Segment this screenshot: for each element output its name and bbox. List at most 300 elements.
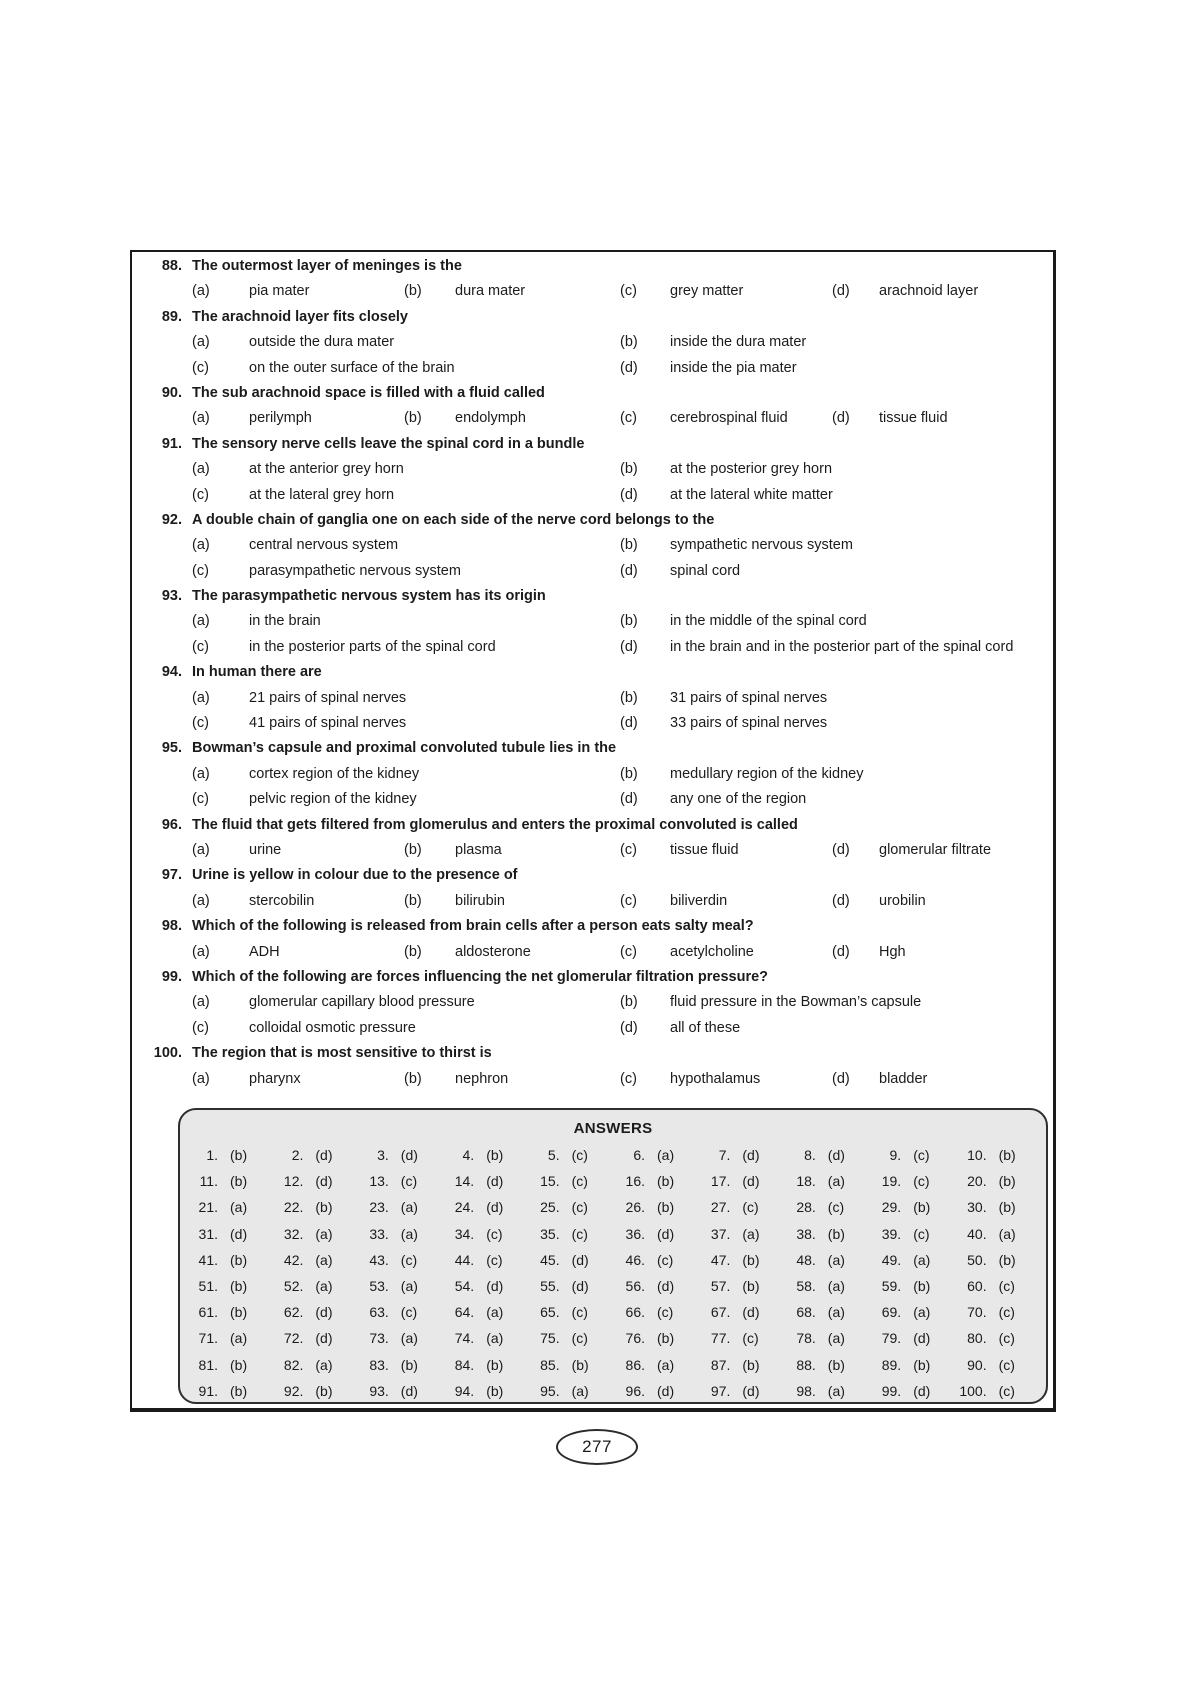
option-letter: (d) — [832, 410, 850, 427]
answer-option: (b) — [571, 1356, 589, 1373]
answer-question-number: 63. — [369, 1304, 389, 1321]
answer-cell — [953, 1299, 1038, 1325]
answer-question-number: 86. — [625, 1356, 645, 1373]
answer-option: (c) — [400, 1304, 418, 1321]
answer-question-number: 40. — [967, 1225, 987, 1242]
question-text: In human there are — [192, 664, 322, 681]
answer-question-number: 18. — [796, 1173, 816, 1190]
answers-row — [180, 1325, 1046, 1351]
answer-option: (b) — [913, 1356, 931, 1373]
answer-option: (a) — [827, 1173, 845, 1190]
answer-cell — [611, 1221, 696, 1247]
answer-option: (d) — [315, 1304, 333, 1321]
question-number: 94. — [161, 664, 182, 681]
answer-option: (c) — [486, 1225, 503, 1242]
answer-cell — [184, 1378, 269, 1404]
answer-cell — [782, 1325, 867, 1351]
option-text: fluid pressure in the Bowman’s capsule — [670, 994, 922, 1011]
answer-question-number: 30. — [967, 1199, 987, 1216]
answer-cell — [953, 1142, 1038, 1168]
answer-question-number: 21. — [198, 1199, 218, 1216]
question-text: The outermost layer of meninges is the — [192, 258, 462, 274]
answer-option: (c) — [571, 1147, 588, 1163]
answer-cell — [440, 1352, 525, 1378]
answer-question-number: 78. — [796, 1330, 816, 1347]
option-letter: (a) — [192, 334, 210, 351]
answer-option: (a) — [827, 1382, 845, 1399]
answer-option: (a) — [657, 1356, 675, 1373]
answer-option: (d) — [827, 1147, 845, 1163]
answer-cell — [696, 1299, 781, 1325]
answer-question-number: 22. — [283, 1199, 304, 1216]
answer-cell — [526, 1221, 611, 1247]
answer-question-number: 93. — [369, 1382, 389, 1399]
answer-cell — [953, 1273, 1038, 1299]
question-options-row — [132, 940, 1053, 965]
answer-option: (a) — [827, 1277, 845, 1294]
answer-option: (a) — [400, 1199, 418, 1216]
answer-cell — [867, 1247, 952, 1273]
answer-question-number: 12. — [283, 1173, 304, 1190]
option-text: tissue fluid — [879, 410, 948, 427]
answer-cell — [696, 1142, 781, 1168]
answer-option: (c) — [400, 1251, 418, 1268]
question-heading-row — [132, 660, 1053, 685]
option-text: hypothalamus — [670, 1070, 761, 1087]
answer-option: (b) — [315, 1199, 333, 1216]
answer-option: (d) — [315, 1173, 333, 1190]
option-text: dura mater — [455, 283, 526, 300]
question-text: Which of the following is released from brain cells after a person eats salty meal? — [192, 918, 754, 935]
answer-option: (d) — [315, 1147, 333, 1163]
answer-cell — [526, 1299, 611, 1325]
answer-question-number: 68. — [796, 1304, 816, 1321]
answer-cell — [526, 1247, 611, 1273]
option-text: in the middle of the spinal cord — [670, 613, 867, 630]
question-heading-row — [132, 813, 1053, 838]
answer-cell — [355, 1378, 440, 1404]
question-options-row — [132, 838, 1053, 863]
answer-question-number: 88. — [796, 1356, 816, 1373]
answer-question-number: 32. — [283, 1225, 304, 1242]
answer-question-number: 1. — [206, 1147, 218, 1163]
answer-question-number: 58. — [796, 1277, 816, 1294]
answers-row — [180, 1273, 1046, 1299]
answer-question-number: 26. — [625, 1199, 645, 1216]
answers-row — [180, 1378, 1046, 1404]
answer-question-number: 27. — [710, 1199, 731, 1216]
answer-option: (b) — [913, 1199, 931, 1216]
answer-question-number: 51. — [198, 1277, 218, 1294]
answer-cell — [440, 1299, 525, 1325]
question-text: The fluid that gets filtered from glomerulus and enters the proximal convoluted is called — [192, 816, 798, 833]
option-letter: (b) — [620, 461, 638, 478]
option-letter: (c) — [192, 791, 209, 808]
answer-question-number: 71. — [198, 1330, 218, 1347]
option-letter: (d) — [832, 1070, 850, 1087]
option-text: pia mater — [249, 283, 310, 300]
question-number: 92. — [161, 511, 182, 528]
answer-cell — [611, 1273, 696, 1299]
answer-option: (d) — [742, 1382, 760, 1399]
question-number: 98. — [161, 918, 182, 935]
option-text: glomerular filtrate — [879, 841, 992, 858]
option-letter: (a) — [192, 1070, 210, 1087]
option-text: acetylcholine — [670, 943, 754, 960]
answer-cell — [184, 1247, 269, 1273]
answer-question-number: 97. — [710, 1382, 731, 1399]
option-letter: (c) — [620, 892, 637, 909]
answer-cell — [184, 1325, 269, 1351]
question-options-row — [132, 406, 1053, 431]
answer-cell — [440, 1378, 525, 1404]
answer-question-number: 23. — [369, 1199, 389, 1216]
answer-option: (b) — [230, 1277, 248, 1294]
answer-option: (a) — [400, 1330, 418, 1347]
option-letter: (a) — [192, 410, 210, 427]
question-options-row — [132, 762, 1053, 787]
answer-option: (b) — [230, 1382, 248, 1399]
question-options-row — [132, 356, 1053, 381]
answer-cell — [440, 1142, 525, 1168]
answer-question-number: 75. — [540, 1330, 560, 1347]
answer-question-number: 15. — [540, 1173, 560, 1190]
answer-question-number: 59. — [881, 1277, 902, 1294]
answer-option: (c) — [657, 1251, 674, 1268]
answer-question-number: 56. — [625, 1277, 645, 1294]
answer-cell — [782, 1221, 867, 1247]
answer-cell — [269, 1273, 354, 1299]
answer-cell — [269, 1221, 354, 1247]
answer-option: (d) — [742, 1173, 760, 1190]
option-letter: (c) — [620, 283, 637, 300]
option-letter: (b) — [620, 334, 638, 351]
answer-cell — [269, 1299, 354, 1325]
answers-row — [180, 1299, 1046, 1325]
answer-question-number: 91. — [198, 1382, 218, 1399]
answer-question-number: 31. — [198, 1225, 218, 1242]
answer-option: (c) — [998, 1356, 1015, 1373]
answer-question-number: 99. — [881, 1382, 902, 1399]
answer-option: (b) — [230, 1251, 248, 1268]
answer-option: (b) — [998, 1251, 1016, 1268]
answer-question-number: 25. — [540, 1199, 560, 1216]
question-text: The parasympathetic nervous system has its origin — [192, 588, 546, 605]
option-letter: (c) — [192, 715, 209, 732]
answer-question-number: 9. — [889, 1147, 902, 1163]
answer-cell — [526, 1352, 611, 1378]
answer-cell — [355, 1273, 440, 1299]
option-letter: (d) — [620, 562, 638, 579]
answer-option: (a) — [913, 1251, 931, 1268]
option-letter: (c) — [192, 562, 209, 579]
answer-cell — [611, 1168, 696, 1194]
answer-option: (c) — [913, 1173, 930, 1190]
question-heading-row — [132, 863, 1053, 888]
answer-question-number: 10. — [967, 1147, 987, 1163]
option-text: bladder — [879, 1070, 928, 1087]
option-letter: (b) — [620, 537, 638, 554]
answer-question-number: 83. — [369, 1356, 389, 1373]
answer-option: (c) — [998, 1277, 1015, 1294]
question-options-row — [132, 711, 1053, 736]
answer-option: (a) — [998, 1225, 1016, 1242]
option-letter: (d) — [620, 715, 638, 732]
question-number: 90. — [161, 384, 182, 401]
answer-cell — [953, 1194, 1038, 1220]
answer-cell — [953, 1378, 1038, 1404]
answer-question-number: 100. — [959, 1382, 987, 1399]
option-text: at the anterior grey horn — [249, 461, 404, 478]
answer-cell — [526, 1168, 611, 1194]
answer-option: (b) — [230, 1173, 248, 1190]
answer-option: (a) — [827, 1330, 845, 1347]
answer-cell — [696, 1247, 781, 1273]
answer-cell — [355, 1168, 440, 1194]
option-letter: (a) — [192, 892, 210, 909]
option-text: pelvic region of the kidney — [249, 791, 417, 808]
option-letter: (a) — [192, 841, 210, 858]
answer-option: (d) — [657, 1225, 675, 1242]
option-text: Hgh — [879, 943, 906, 960]
answer-question-number: 89. — [881, 1356, 902, 1373]
answer-option: (b) — [742, 1356, 760, 1373]
answer-question-number: 34. — [454, 1225, 475, 1242]
option-text: grey matter — [670, 283, 744, 300]
answer-question-number: 50. — [967, 1251, 987, 1268]
option-letter: (d) — [832, 943, 850, 960]
answer-option: (a) — [486, 1330, 504, 1347]
answer-option: (a) — [400, 1225, 418, 1242]
answer-question-number: 79. — [881, 1330, 902, 1347]
answer-option: (c) — [998, 1304, 1015, 1321]
question-number: 97. — [161, 867, 182, 884]
question-text: The region that is most sensitive to thirst is — [192, 1045, 492, 1062]
option-letter: (b) — [620, 613, 638, 630]
answer-option: (a) — [230, 1199, 248, 1216]
answer-option: (a) — [230, 1330, 248, 1347]
answer-question-number: 29. — [881, 1199, 902, 1216]
question-text: The sensory nerve cells leave the spinal cord in a bundle — [192, 435, 585, 452]
question-number: 88. — [161, 258, 182, 274]
answer-question-number: 7. — [718, 1147, 731, 1163]
answer-option: (b) — [998, 1147, 1016, 1163]
option-text: 41 pairs of spinal nerves — [249, 715, 407, 732]
answer-option: (b) — [998, 1173, 1016, 1190]
answer-option: (c) — [571, 1199, 588, 1216]
answer-question-number: 84. — [454, 1356, 475, 1373]
answer-cell — [184, 1168, 269, 1194]
answer-cell — [953, 1352, 1038, 1378]
answer-cell — [355, 1352, 440, 1378]
answer-option: (a) — [827, 1251, 845, 1268]
answer-cell — [440, 1168, 525, 1194]
answer-cell — [696, 1221, 781, 1247]
option-text: stercobilin — [249, 892, 315, 909]
option-letter: (c) — [620, 943, 637, 960]
answer-option: (b) — [827, 1225, 845, 1242]
answer-option: (b) — [400, 1356, 418, 1373]
answer-cell — [355, 1299, 440, 1325]
answer-cell — [782, 1194, 867, 1220]
question-heading-row — [132, 965, 1053, 990]
answer-cell — [867, 1273, 952, 1299]
answer-question-number: 57. — [710, 1277, 731, 1294]
option-letter: (d) — [620, 791, 638, 808]
answer-question-number: 48. — [796, 1251, 816, 1268]
answer-cell — [611, 1142, 696, 1168]
answer-option: (c) — [657, 1304, 674, 1321]
option-text: inside the pia mater — [670, 359, 797, 376]
option-letter: (b) — [404, 892, 422, 909]
answer-cell — [355, 1142, 440, 1168]
answer-question-number: 76. — [625, 1330, 645, 1347]
option-letter: (b) — [404, 1070, 422, 1087]
option-letter: (a) — [192, 994, 210, 1011]
answer-option: (a) — [315, 1251, 333, 1268]
option-letter: (d) — [832, 283, 850, 300]
question-options-row — [132, 635, 1053, 660]
question-options-row — [132, 330, 1053, 355]
answer-question-number: 95. — [540, 1382, 560, 1399]
question-heading-row — [132, 254, 1053, 279]
answer-cell — [867, 1194, 952, 1220]
answer-question-number: 64. — [454, 1304, 475, 1321]
answer-option: (a) — [742, 1225, 760, 1242]
answer-question-number: 47. — [710, 1251, 731, 1268]
answer-cell — [269, 1352, 354, 1378]
answer-option: (a) — [571, 1382, 589, 1399]
answer-cell — [611, 1325, 696, 1351]
answer-cell — [782, 1378, 867, 1404]
answer-question-number: 69. — [881, 1304, 902, 1321]
answer-question-number: 19. — [881, 1173, 902, 1190]
option-text: at the lateral grey horn — [249, 486, 395, 503]
answer-question-number: 44. — [454, 1251, 475, 1268]
answer-option: (d) — [230, 1225, 248, 1242]
option-letter: (d) — [832, 841, 850, 858]
option-text: cerebrospinal fluid — [670, 410, 788, 427]
option-letter: (c) — [192, 638, 209, 655]
answer-cell — [782, 1273, 867, 1299]
answer-cell — [526, 1194, 611, 1220]
answer-option: (b) — [742, 1251, 760, 1268]
answer-option: (d) — [571, 1277, 589, 1294]
answers-panel — [178, 1108, 1048, 1404]
answer-cell — [953, 1325, 1038, 1351]
answer-question-number: 81. — [198, 1356, 218, 1373]
answer-option: (d) — [315, 1330, 333, 1347]
question-text: A double chain of ganglia one on each side of the nerve cord belongs to the — [192, 511, 715, 528]
answer-cell — [696, 1273, 781, 1299]
question-options-row — [132, 483, 1053, 508]
question-heading-row — [132, 305, 1053, 330]
answer-question-number: 20. — [967, 1173, 987, 1190]
answer-cell — [269, 1142, 354, 1168]
answer-question-number: 65. — [540, 1304, 560, 1321]
option-letter: (a) — [192, 537, 210, 554]
answer-option: (a) — [827, 1304, 845, 1321]
question-number: 95. — [161, 740, 182, 757]
question-options-row — [132, 787, 1053, 812]
answer-cell — [867, 1378, 952, 1404]
question-number: 99. — [161, 968, 182, 985]
option-letter: (a) — [192, 461, 210, 478]
question-number: 96. — [161, 816, 182, 833]
answer-option: (c) — [400, 1173, 418, 1190]
answer-cell — [611, 1299, 696, 1325]
answer-cell — [184, 1352, 269, 1378]
answer-cell — [696, 1352, 781, 1378]
answer-question-number: 39. — [881, 1225, 902, 1242]
answer-cell — [611, 1378, 696, 1404]
answer-option: (d) — [742, 1147, 760, 1163]
answer-cell — [782, 1142, 867, 1168]
question-options-row — [132, 990, 1053, 1015]
option-text: plasma — [455, 841, 502, 858]
answer-cell — [526, 1325, 611, 1351]
answer-cell — [526, 1378, 611, 1404]
answer-cell — [355, 1221, 440, 1247]
answer-question-number: 3. — [377, 1147, 389, 1163]
answer-option: (a) — [400, 1277, 418, 1294]
answer-option: (c) — [827, 1199, 845, 1216]
option-text: nephron — [455, 1070, 509, 1087]
answer-question-number: 45. — [540, 1251, 560, 1268]
answer-question-number: 87. — [710, 1356, 731, 1373]
option-text: ADH — [249, 943, 280, 960]
answers-row — [180, 1247, 1046, 1273]
option-letter: (d) — [832, 892, 850, 909]
answer-option: (a) — [657, 1147, 675, 1163]
answer-cell — [269, 1194, 354, 1220]
answer-cell — [782, 1168, 867, 1194]
option-text: tissue fluid — [670, 841, 739, 858]
answer-cell — [355, 1194, 440, 1220]
option-letter: (a) — [192, 689, 210, 706]
option-text: in the brain — [249, 613, 321, 630]
option-text: any one of the region — [670, 791, 807, 808]
option-letter: (b) — [404, 943, 422, 960]
answer-cell — [867, 1168, 952, 1194]
answer-option: (b) — [657, 1330, 675, 1347]
answers-heading: ANSWERS — [573, 1120, 653, 1137]
answer-question-number: 90. — [967, 1356, 987, 1373]
answer-cell — [184, 1194, 269, 1220]
answer-question-number: 92. — [283, 1382, 304, 1399]
question-heading-row — [132, 584, 1053, 609]
answer-option: (b) — [486, 1147, 504, 1163]
answer-option: (c) — [742, 1330, 759, 1347]
answer-option: (d) — [657, 1382, 675, 1399]
question-text: Bowman’s capsule and proximal convoluted tubule lies in the — [192, 740, 617, 757]
option-letter: (b) — [620, 765, 638, 782]
question-heading-row — [132, 508, 1053, 533]
answer-question-number: 28. — [796, 1199, 816, 1216]
question-number: 93. — [161, 588, 182, 605]
option-letter: (d) — [620, 359, 638, 376]
answer-question-number: 49. — [881, 1251, 902, 1268]
answer-cell — [269, 1325, 354, 1351]
question-number: 91. — [161, 435, 182, 452]
answer-cell — [696, 1168, 781, 1194]
answer-question-number: 2. — [291, 1147, 304, 1163]
answer-question-number: 80. — [967, 1330, 987, 1347]
answer-option: (c) — [998, 1382, 1015, 1399]
question-panel — [130, 250, 1056, 1412]
option-letter: (a) — [192, 283, 210, 300]
answer-question-number: 55. — [540, 1277, 560, 1294]
